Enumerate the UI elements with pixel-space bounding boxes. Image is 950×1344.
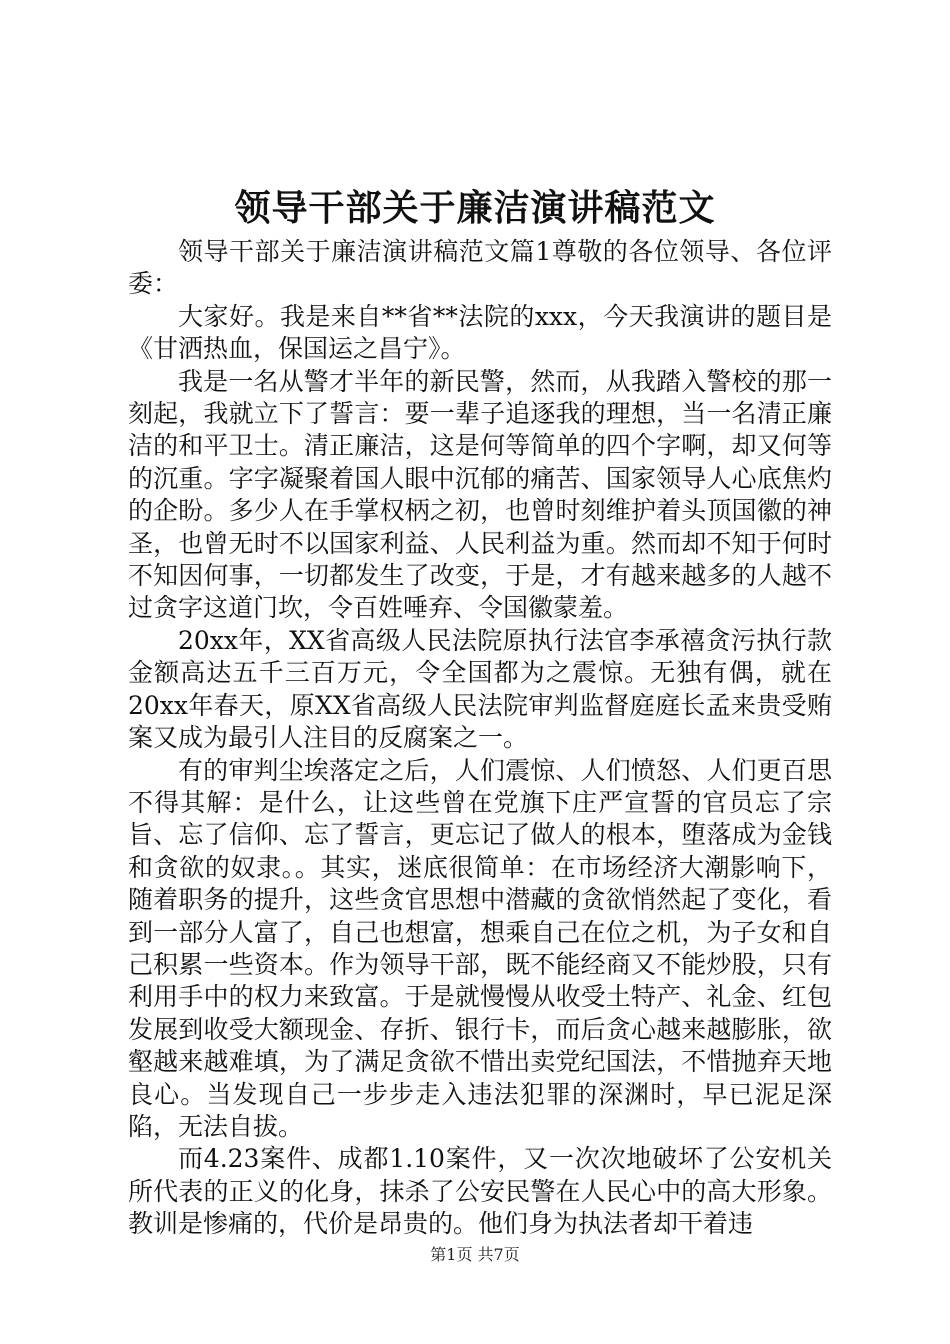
- paragraph: 大家好。我是来自**省**法院的xxx，今天我演讲的题目是《甘洒热血，保国运之昌宁》。: [128, 301, 832, 364]
- document-title: 领导干部关于廉洁演讲稿范文: [234, 187, 716, 229]
- page-number-footer: 第1页 共7页: [430, 1245, 520, 1264]
- paragraph: 我是一名从警才半年的新民警，然而，从我踏入警校的那一刻起，我就立下了誓言：要一辈子追逐我的理想，当一名清正廉洁的和平卫士。清正廉洁，这是何等简单的四个字啊，却又何等的沉重。字字凝聚着国人眼中沉郁的痛苦、国家领导人心底焦灼的企盼。多少人在手掌权柄之初，也曾时刻维护着头顶国徽的神圣，也曾无时不以国家利益、人民利益为重。然而却不知于何时不知因何事，一切都发生了改变，于是，才有越来越多的人越不过贪字这道门坎，令百姓唾弃、令国徽蒙羞。: [128, 366, 832, 623]
- paragraph: 有的审判尘埃落定之后，人们震惊、人们愤怒、人们更百思不得其解：是什么，让这些曾在党旗下庄严宣誓的官员忘了宗旨、忘了信仰、忘了誓言，更忘记了做人的根本，堕落成为金钱和贪欲的奴隶。。其实，迷底很简单：在市场经济大潮影响下，随着职务的提升，这些贪官思想中潜藏的贪欲悄然起了变化，看到一部分人富了，自己也想富，想乘自己在位之机，为子女和自己积累一些资本。作为领导干部，既不能经商又不能炒股，只有利用手中的权力来致富。于是就慢慢从收受土特产、礼金、红包发展到收受大额现金、存折、银行卡，而后贪心越来越膨胀，欲壑越来越难填，为了满足贪欲不惜出卖党纪国法，不惜抛弃天地良心。当发现自己一步步走入违法犯罪的深渊时，早已泥足深陷，无法自拔。: [128, 755, 832, 1141]
- paragraph: 20xx年，XX省高级人民法院原执行法官李承禧贪污执行款金额高达五千三百万元，令全国都为之震惊。无独有偶，就在20xx年春天，原XX省高级人民法院审判监督庭庭长孟来贵受贿案又成为最引人注目的反腐案之一。: [128, 625, 832, 753]
- paragraph: 而4.23案件、成都1.10案件，又一次次地破坏了公安机关所代表的正义的化身，抹杀了公安民警在人民心中的高大形象。教训是惨痛的，代价是昂贵的。他们身为执法者却干着违: [128, 1144, 832, 1239]
- document-body: [128, 236, 832, 1241]
- paragraph: 领导干部关于廉洁演讲稿范文篇1尊敬的各位领导、各位评委：: [128, 237, 832, 299]
